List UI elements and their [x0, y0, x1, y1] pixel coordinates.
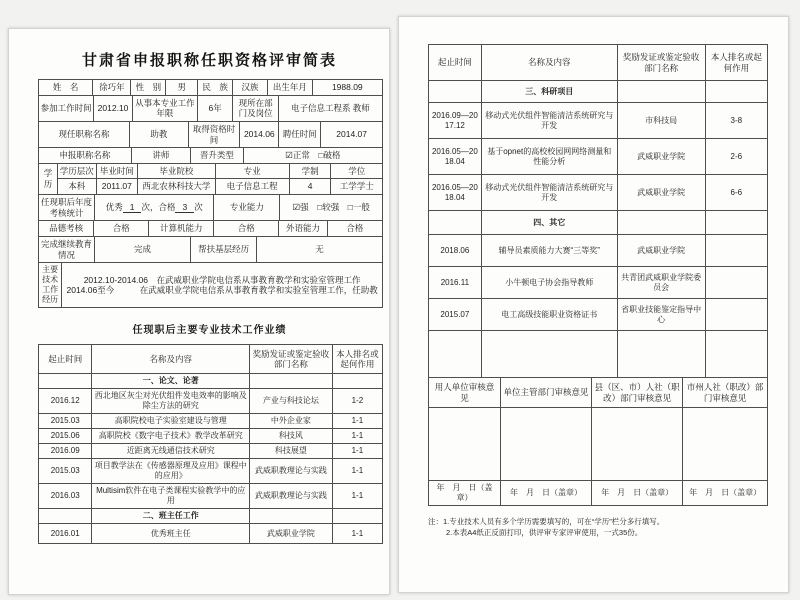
grassroots-label: 帮扶基层经历	[191, 236, 257, 262]
ability-label: 专业能力	[214, 195, 280, 221]
edu-degree-header: 学位	[331, 163, 383, 179]
work-col-rank: 本人排名或起何作用	[332, 345, 382, 374]
work-row-name: 基于opnet的高校校园网网络测量和性能分析	[481, 139, 617, 175]
work-row	[39, 509, 383, 524]
work-row-date	[429, 81, 482, 103]
basic-info-row4	[38, 147, 383, 164]
ability-checkboxes: ☑强 □较强 □一般	[280, 195, 383, 221]
form-page-2	[398, 16, 789, 593]
edu-major-value: 电子信息工程	[215, 179, 289, 195]
approval-space	[429, 408, 501, 481]
foreign-value: 合格	[327, 221, 382, 237]
moral-label: 品德考核	[39, 221, 94, 237]
annual-p2: 次，合格	[141, 202, 176, 213]
work-row-award: 武威职教理论与实践	[250, 484, 333, 509]
annual-p1: 优秀	[105, 202, 123, 213]
ethnic-value: 汉族	[233, 80, 268, 96]
approval-col-city-hr: 市州人社（职改）部门审核意见	[683, 378, 768, 408]
cont-edu-label: 完成继续教育情况	[39, 236, 95, 262]
work-row	[429, 267, 768, 299]
approval-date: 年 月 日（盖章）	[500, 481, 591, 506]
work-row	[39, 444, 383, 459]
dept-value: 电子信息工程系 教师	[278, 95, 382, 121]
work-row-award: 科技展望	[250, 444, 333, 459]
work-col-award: 奖励发证或鉴定验收部门名称	[250, 345, 333, 374]
work-row-rank	[705, 267, 767, 299]
basic-info-row3	[38, 121, 383, 148]
work-row-award: 科技风	[250, 429, 333, 444]
work-row-rank	[705, 211, 767, 235]
gender-label: 性 别	[131, 80, 166, 96]
computer-value: 合格	[214, 221, 279, 237]
work-col-award: 奖励发证或鉴定验收部门名称	[617, 45, 705, 81]
work-row-name: 项目教学法在《传感器原理及应用》课程中的应用》	[92, 459, 250, 484]
form-title: 甘肃省申报职称任职资格评审简表	[81, 52, 337, 69]
work-row-name: 移动式光伏组件智能清洁系统研究与开发	[481, 175, 617, 211]
work-col-date: 起止时间	[429, 45, 482, 81]
experience-table	[38, 262, 383, 308]
work-row-rank	[332, 509, 382, 524]
qual-date-value: 2014.06	[240, 121, 279, 147]
work-row-award: 武威职教理论与实践	[250, 459, 333, 484]
work-row	[39, 374, 383, 389]
form-page-1	[8, 28, 390, 595]
promo-type-checkboxes: ☑正常 □破格	[243, 148, 382, 164]
note-line-1: 注：1.专业技术人员有多个学历需要填写的，可在“学历”栏分多行填写。	[428, 517, 665, 526]
work-row-date: 2015.06	[39, 429, 92, 444]
annual-assessment-row	[38, 194, 383, 221]
work-row-rank	[705, 299, 767, 331]
work-row-name: Multisim软件在电子类课程实验教学中的应用	[92, 484, 250, 509]
approval-space	[592, 408, 683, 481]
work-row-date	[39, 374, 92, 389]
work-row-rank: 1-2	[332, 389, 382, 414]
work-row-date: 2015.03	[39, 414, 92, 429]
note-line-2: 2.本表A4纸正反面打印，供评审专家评审使用，一式35份。	[446, 528, 643, 538]
work-row-award: 共青团武威职业学院委员会	[617, 267, 705, 299]
approval-date-row	[429, 481, 768, 506]
work-row-rank: 1-1	[332, 444, 382, 459]
approval-col-supervisor: 单位主管部门审核意见	[500, 378, 591, 408]
approval-date: 年 月 日（盖章）	[683, 481, 768, 506]
dept-label: 现所在部门及岗位	[233, 95, 278, 121]
edu-major-header: 专业	[215, 163, 289, 179]
work-row-name: 西北地区灰尘对光伏组件发电效率的影响及除尘方法的研究	[92, 389, 250, 414]
work-row-award	[250, 509, 333, 524]
edu-level-value: 本科	[58, 179, 96, 195]
work-row-date: 2015.03	[39, 459, 92, 484]
work-row-date: 2016.01	[39, 524, 92, 544]
name-value: 徐巧年	[93, 80, 131, 96]
form-notes	[428, 516, 768, 539]
work-row-name: 电工高级技能职业资格证书	[481, 299, 617, 331]
work-row-section: 一、论文、论著	[92, 374, 250, 389]
birth-label: 出生年月	[268, 80, 313, 96]
edu-school-header: 毕业院校	[138, 163, 215, 179]
work-row	[429, 299, 768, 331]
hire-date-value: 2014.07	[321, 121, 383, 147]
grassroots-value: 无	[257, 236, 383, 262]
edu-length-value: 4	[289, 179, 331, 195]
edu-grad-date-header: 毕业时间	[96, 163, 138, 179]
edu-length-header: 学制	[289, 163, 331, 179]
apply-title-value: 讲师	[131, 148, 190, 164]
edu-grad-date-value: 2011.07	[96, 179, 138, 195]
work-row-award: 市科技局	[617, 103, 705, 139]
work-row-award: 武威职业学院	[617, 175, 705, 211]
work-row-name: 优秀班主任	[92, 524, 250, 544]
work-row-award	[617, 81, 705, 103]
work-row-rank: 2-6	[705, 139, 767, 175]
work-row-section: 三、科研项目	[481, 81, 617, 103]
work-row-name: 移动式光伏组件智能清洁系统研究与开发	[481, 103, 617, 139]
work-row-date: 2016.09—2017.12	[429, 103, 482, 139]
years-value: 6年	[197, 95, 233, 121]
work-row-award: 省职业技能鉴定指导中心	[617, 299, 705, 331]
edu-level-header: 学历层次	[58, 163, 96, 179]
work-row	[429, 139, 768, 175]
work-row-rank: 1-1	[332, 429, 382, 444]
years-label: 从事本专业工作年限	[132, 95, 197, 121]
empty-cell	[705, 331, 767, 378]
work-achievements-title: 任现职后主要专业技术工作业绩	[132, 325, 287, 337]
work-col-rank: 本人排名或起何作用	[705, 45, 767, 81]
hire-date-label: 聘任时间	[279, 121, 321, 147]
work-row-award: 武威职业学院	[617, 235, 705, 267]
ethnic-label: 民 族	[198, 80, 233, 96]
current-title-label: 现任职称名称	[39, 121, 130, 147]
education-table	[38, 163, 383, 195]
work-row-award: 武威职业学院	[617, 139, 705, 175]
work-row-date: 2016.09	[39, 444, 92, 459]
work-row-award: 中外企业家	[250, 414, 333, 429]
qual-date-label: 取得资格时间	[188, 121, 240, 147]
work-row-award: 武威职业学院	[250, 524, 333, 544]
work-row-date: 2015.07	[429, 299, 482, 331]
approval-date: 年 月 日（盖章）	[429, 481, 501, 506]
empty-cell	[481, 331, 617, 378]
work-row-name: 近距离无线通信技术研究	[92, 444, 250, 459]
experience-line-2: 2014.06至今 在武威职业学院电信系从事教育教学和实验室管理工作，任助教	[66, 285, 378, 296]
moral-value: 合格	[94, 221, 149, 237]
work-row-rank: 3-8	[705, 103, 767, 139]
work-row-rank: 6-6	[705, 175, 767, 211]
edu-school-value: 西北农林科技大学	[138, 179, 215, 195]
continuing-education-row	[38, 236, 383, 263]
work-row	[39, 484, 383, 509]
work-row-section: 四、其它	[481, 211, 617, 235]
work-row-name: 小牛顿电子协会指导教师	[481, 267, 617, 299]
work-row	[39, 414, 383, 429]
approval-space	[683, 408, 768, 481]
work-row-section: 二、班主任工作	[92, 509, 250, 524]
work-row	[429, 235, 768, 267]
work-row-rank	[705, 81, 767, 103]
gender-value: 男	[166, 80, 198, 96]
basic-info-row2	[38, 95, 383, 122]
work-row-date: 2016.11	[429, 267, 482, 299]
work-row	[39, 459, 383, 484]
work-row	[39, 429, 383, 444]
empty-row	[429, 331, 768, 378]
work-start-label: 参加工作时间	[39, 95, 94, 121]
annual-assessment-label: 任现职后年度考核统计	[39, 195, 95, 221]
experience-line-1: 2012.10-2014.06 在武威职业学院电信系从事教育教学和实验室管理工作	[83, 274, 361, 285]
skills-assessment-row	[38, 220, 383, 237]
work-row-rank: 1-1	[332, 459, 382, 484]
work-row-name: 高职院校电子实验室建设与管理	[92, 414, 250, 429]
achievements-continued-table	[428, 44, 768, 378]
computer-label: 计算机能力	[149, 221, 214, 237]
work-row	[39, 389, 383, 414]
apply-title-label: 申报职称名称	[39, 148, 132, 164]
work-achievements-table	[38, 344, 383, 544]
approval-table	[428, 377, 768, 506]
approval-space	[500, 408, 591, 481]
work-col-name: 名称及内容	[481, 45, 617, 81]
work-row-date	[39, 509, 92, 524]
approval-col-county-hr: 县（区、市）人社（职改）部门审核意见	[592, 378, 683, 408]
work-row-date: 2016.12	[39, 389, 92, 414]
promo-type-label: 晋升类型	[191, 148, 244, 164]
annual-count-excellent: 1	[123, 203, 142, 213]
experience-group-label: 主要技术工作经历	[39, 263, 62, 308]
approval-body-row	[429, 408, 768, 481]
work-row-date: 2016.05—2018.04	[429, 139, 482, 175]
empty-cell	[429, 331, 482, 378]
work-row-rank	[332, 374, 382, 389]
work-row	[429, 103, 768, 139]
work-row-award	[617, 211, 705, 235]
work-row-award	[250, 374, 333, 389]
work-row-rank: 1-1	[332, 524, 382, 544]
annual-count-pass: 3	[175, 203, 194, 213]
basic-info-row1	[38, 79, 383, 96]
name-label: 姓 名	[39, 80, 93, 96]
annual-p3: 次	[194, 202, 203, 213]
work-col-name: 名称及内容	[92, 345, 250, 374]
work-col-date: 起止时间	[39, 345, 92, 374]
approval-col-employer: 用人单位审核意见	[429, 378, 501, 408]
work-row-name: 高职院校《数字电子技术》教学改革研究	[92, 429, 250, 444]
work-row-date: 2016.05—2018.04	[429, 175, 482, 211]
empty-cell	[617, 331, 705, 378]
experience-lines	[62, 263, 383, 308]
approval-date: 年 月 日（盖章）	[592, 481, 683, 506]
work-row-date: 2016.03	[39, 484, 92, 509]
current-title-value: 助教	[130, 121, 188, 147]
work-row-rank: 1-1	[332, 414, 382, 429]
work-row-date	[429, 211, 482, 235]
work-row-date: 2018.06	[429, 235, 482, 267]
work-row-rank: 1-1	[332, 484, 382, 509]
annual-assessment-value	[95, 195, 214, 221]
work-row	[429, 175, 768, 211]
work-row	[429, 211, 768, 235]
birth-value: 1988.09	[312, 80, 382, 96]
cont-edu-value: 完成	[95, 236, 191, 262]
edu-degree-value: 工学学士	[331, 179, 383, 195]
work-row-award: 产业与科技论坛	[250, 389, 333, 414]
work-start-value: 2012.10	[94, 95, 133, 121]
work-row-name: 辅导员素质能力大赛“三等奖”	[481, 235, 617, 267]
work-row-rank	[705, 235, 767, 267]
foreign-label: 外语能力	[279, 221, 328, 237]
education-group-label: 学历	[39, 163, 58, 194]
work-row	[429, 81, 768, 103]
work-row	[39, 524, 383, 544]
